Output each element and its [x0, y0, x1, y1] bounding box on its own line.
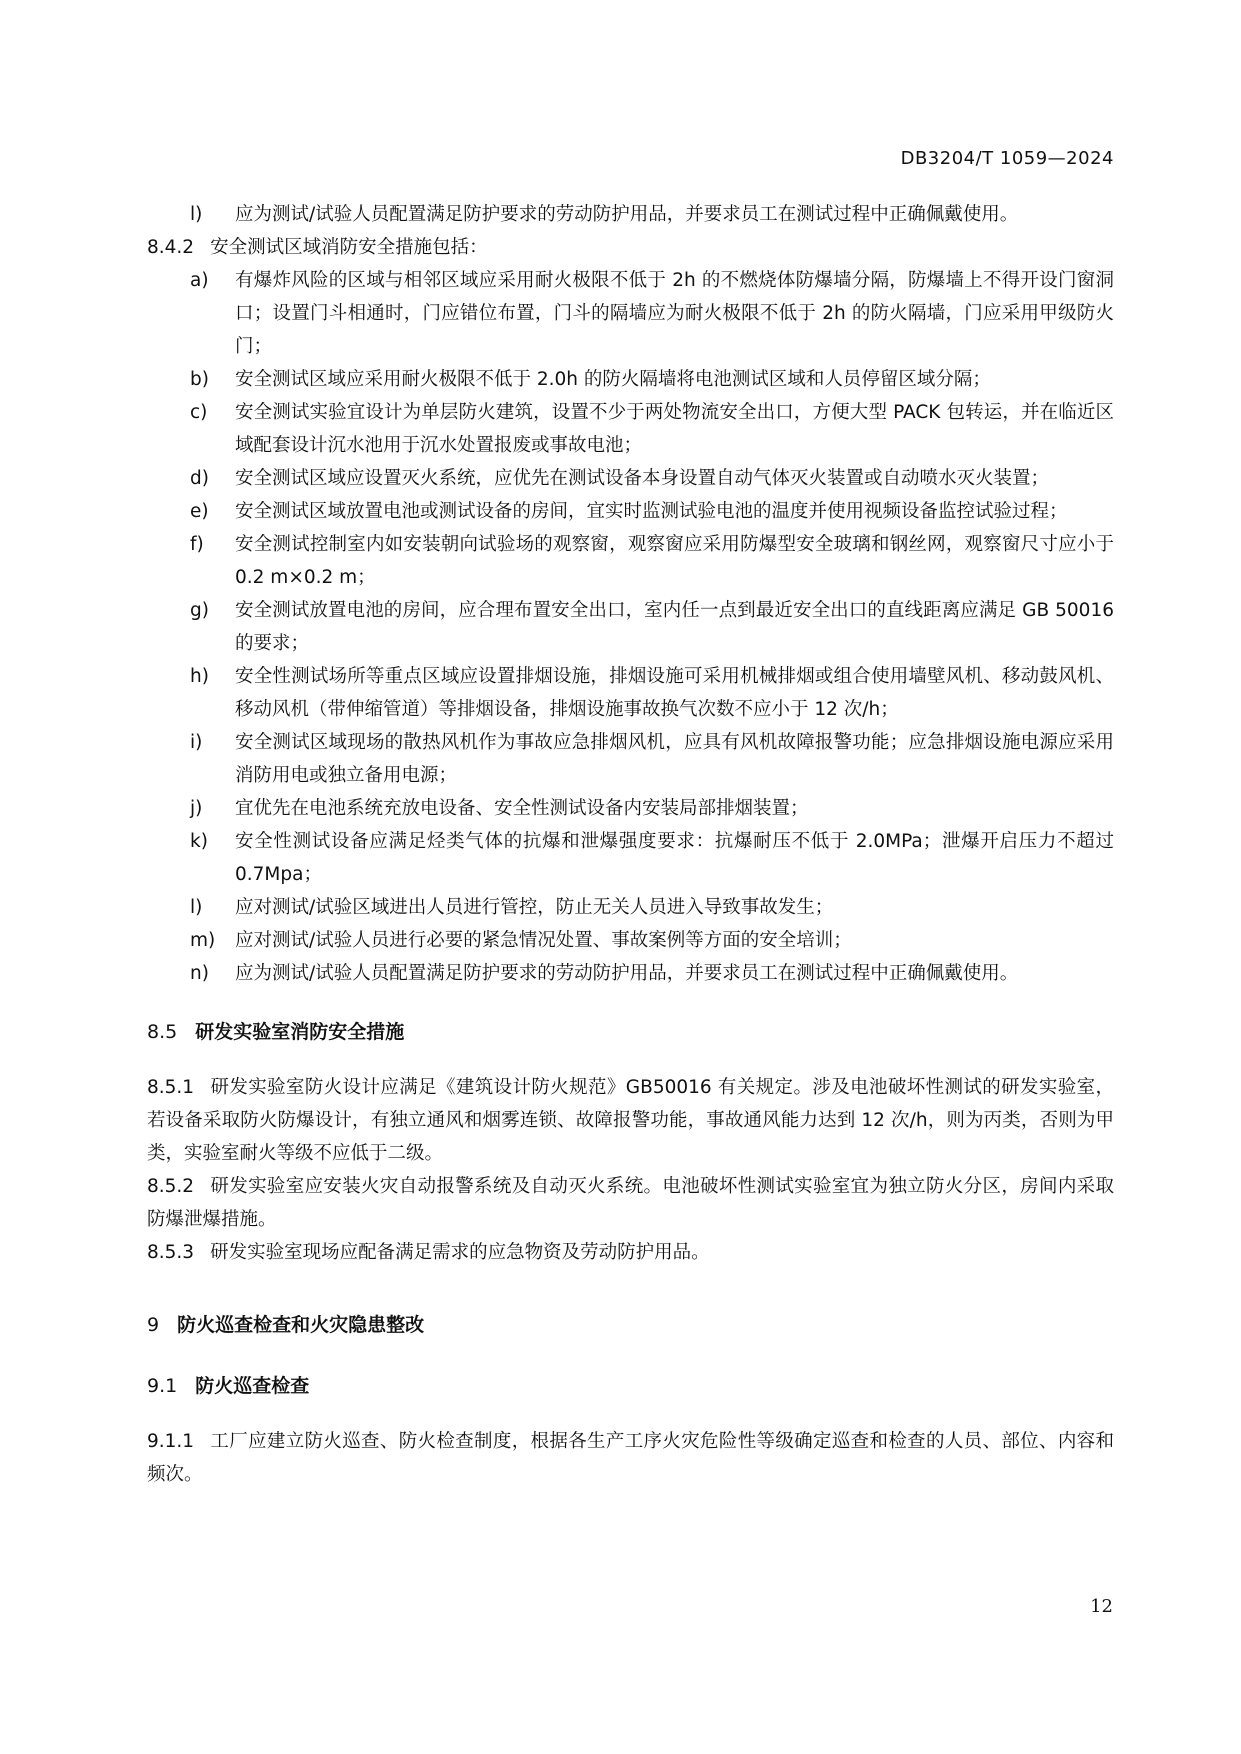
list-item-text: 安全测试控制室内如安装朝向试验场的观察窗，观察窗应采用防爆型安全玻璃和钢丝网，观察窗尺寸应小于 0.2 m×0.2 m； — [235, 534, 1114, 588]
clause-text: 安全测试区域消防安全措施包括： — [210, 237, 488, 258]
list-marker: f) — [190, 534, 204, 555]
list-item-text: 安全测试区域应设置灭火系统，应优先在测试设备本身设置自动气体灭火装置或自动喷水灭火装置； — [235, 468, 1050, 489]
list-marker: l) — [190, 204, 203, 225]
list-item-text: 应对测试/试验人员进行必要的紧急情况处置、事故案例等方面的安全培训； — [235, 930, 852, 951]
section-title: 防火巡查检查和火灾隐患整改 — [177, 1314, 425, 1336]
list-item — [147, 825, 1114, 891]
clause-text: 研发实验室现场应配备满足需求的应急物资及劳动防护用品。 — [210, 1242, 710, 1263]
list-8-4-2 — [147, 264, 1114, 990]
list-marker: g) — [190, 600, 209, 621]
list-item — [147, 462, 1114, 495]
section-heading-9-1 — [147, 1370, 1114, 1403]
list-item — [147, 363, 1114, 396]
clause-8-5-2 — [147, 1170, 1114, 1236]
document-body — [147, 198, 1114, 1491]
clause-text: 研发实验室应安装火灾自动报警系统及自动灭火系统。电池破坏性测试实验室宜为独立防火分区，房间内采取防爆泄爆措施。 — [147, 1176, 1114, 1230]
clause-8-5-3 — [147, 1236, 1114, 1269]
list-item — [147, 957, 1114, 990]
list-marker: k) — [190, 831, 208, 852]
section-heading-8-5 — [147, 1016, 1114, 1049]
section-number: 8.5 — [147, 1021, 178, 1043]
list-item — [147, 660, 1114, 726]
section-title: 研发实验室消防安全措施 — [195, 1021, 405, 1043]
list-item-text: 应为测试/试验人员配置满足防护要求的劳动防护用品，并要求员工在测试过程中正确佩戴使用。 — [235, 963, 1019, 984]
clause-text: 工厂应建立防火巡查、防火检查制度，根据各生产工序火灾危险性等级确定巡查和检查的人员、部位、内容和频次。 — [147, 1431, 1114, 1485]
list-item — [147, 924, 1114, 957]
section-number: 9 — [147, 1314, 160, 1336]
list-item-text: 应对测试/试验区域进出人员进行管控，防止无关人员进入导致事故发生； — [235, 897, 834, 918]
list-item-text: 安全测试区域应采用耐火极限不低于 2.0h 的防火隔墙将电池测试区域和人员停留区域分隔； — [235, 369, 991, 390]
list-marker: n) — [190, 963, 209, 984]
list-marker: l) — [190, 897, 203, 918]
list-item — [147, 198, 1114, 231]
list-item-text: 宜优先在电池系统充放电设备、安全性测试设备内安装局部排烟装置； — [235, 798, 809, 819]
list-item — [147, 264, 1114, 363]
clause-text: 研发实验室防火设计应满足《建筑设计防火规范》GB50016 有关规定。涉及电池破坏性测试的研发实验室，若设备采取防火防爆设计，有独立通风和烟雾连锁、故障报警功能，事故通风能力达到 12 次/h，则为丙类，否则为甲类，实验室耐火等级不应低于二级。 — [147, 1077, 1114, 1164]
section-title: 防火巡查检查 — [195, 1375, 310, 1397]
list-marker: e) — [190, 501, 209, 522]
list-item — [147, 792, 1114, 825]
list-item-text: 安全测试实验宜设计为单层防火建筑，设置不少于两处物流安全出口，方便大型 PACK 包转运，并在临近区域配套设计沉水池用于沉水处置报废或事故电池； — [235, 402, 1114, 456]
list-item — [147, 594, 1114, 660]
list-item — [147, 528, 1114, 594]
list-marker: h) — [190, 666, 209, 687]
page-header: DB3204/T 1059—2024 — [900, 148, 1114, 169]
list-item-text: 安全性测试设备应满足烃类气体的抗爆和泄爆强度要求：抗爆耐压不低于 2.0MPa；泄爆开启压力不超过 0.7Mpa； — [235, 831, 1114, 885]
list-marker: c) — [190, 402, 208, 423]
list-marker: d) — [190, 468, 209, 489]
list-item-text: 安全性测试场所等重点区域应设置排烟设施，排烟设施可采用机械排烟或组合使用墙壁风机、移动鼓风机、移动风机（带伸缩管道）等排烟设备，排烟设施事故换气次数不应小于 12 次/h； — [235, 666, 1114, 720]
list-item — [147, 891, 1114, 924]
list-item-text: 有爆炸风险的区域与相邻区域应采用耐火极限不低于 2h 的不燃烧体防爆墙分隔，防爆墙上不得开设门窗洞口；设置门斗相通时，门应错位布置，门斗的隔墙应为耐火极限不低于 2h 的防火隔墙，门应采用甲级防火门； — [235, 270, 1114, 357]
clause-number: 8.5.1 — [147, 1077, 195, 1098]
clause-9-1-1 — [147, 1425, 1114, 1491]
list-item-text: 安全测试区域放置电池或测试设备的房间，宜实时监测试验电池的温度并使用视频设备监控试验过程； — [235, 501, 1068, 522]
section-heading-9 — [147, 1309, 1114, 1342]
list-marker: i) — [190, 732, 203, 753]
clause-number: 8.5.2 — [147, 1176, 195, 1197]
clause-number: 9.1.1 — [147, 1431, 195, 1452]
page-number: 12 — [1090, 1596, 1113, 1617]
clause-8-5-1 — [147, 1071, 1114, 1170]
list-marker: b) — [190, 369, 209, 390]
clause-number: 8.5.3 — [147, 1242, 195, 1263]
clause-number: 8.4.2 — [147, 237, 195, 258]
list-item-text: 应为测试/试验人员配置满足防护要求的劳动防护用品，并要求员工在测试过程中正确佩戴使用。 — [235, 204, 1019, 225]
list-item-text: 安全测试放置电池的房间，应合理布置安全出口，室内任一点到最近安全出口的直线距离应满足 GB 50016 的要求； — [235, 600, 1114, 654]
list-item — [147, 726, 1114, 792]
clause-8-4-2 — [147, 231, 1114, 264]
list-marker: m) — [190, 930, 216, 951]
list-marker: a) — [190, 270, 209, 291]
section-number: 9.1 — [147, 1375, 178, 1397]
list-item — [147, 396, 1114, 462]
list-item — [147, 495, 1114, 528]
list-marker: j) — [190, 798, 203, 819]
list-item-text: 安全测试区域现场的散热风机作为事故应急排烟风机，应具有风机故障报警功能；应急排烟设施电源应采用消防用电或独立备用电源； — [235, 732, 1114, 786]
